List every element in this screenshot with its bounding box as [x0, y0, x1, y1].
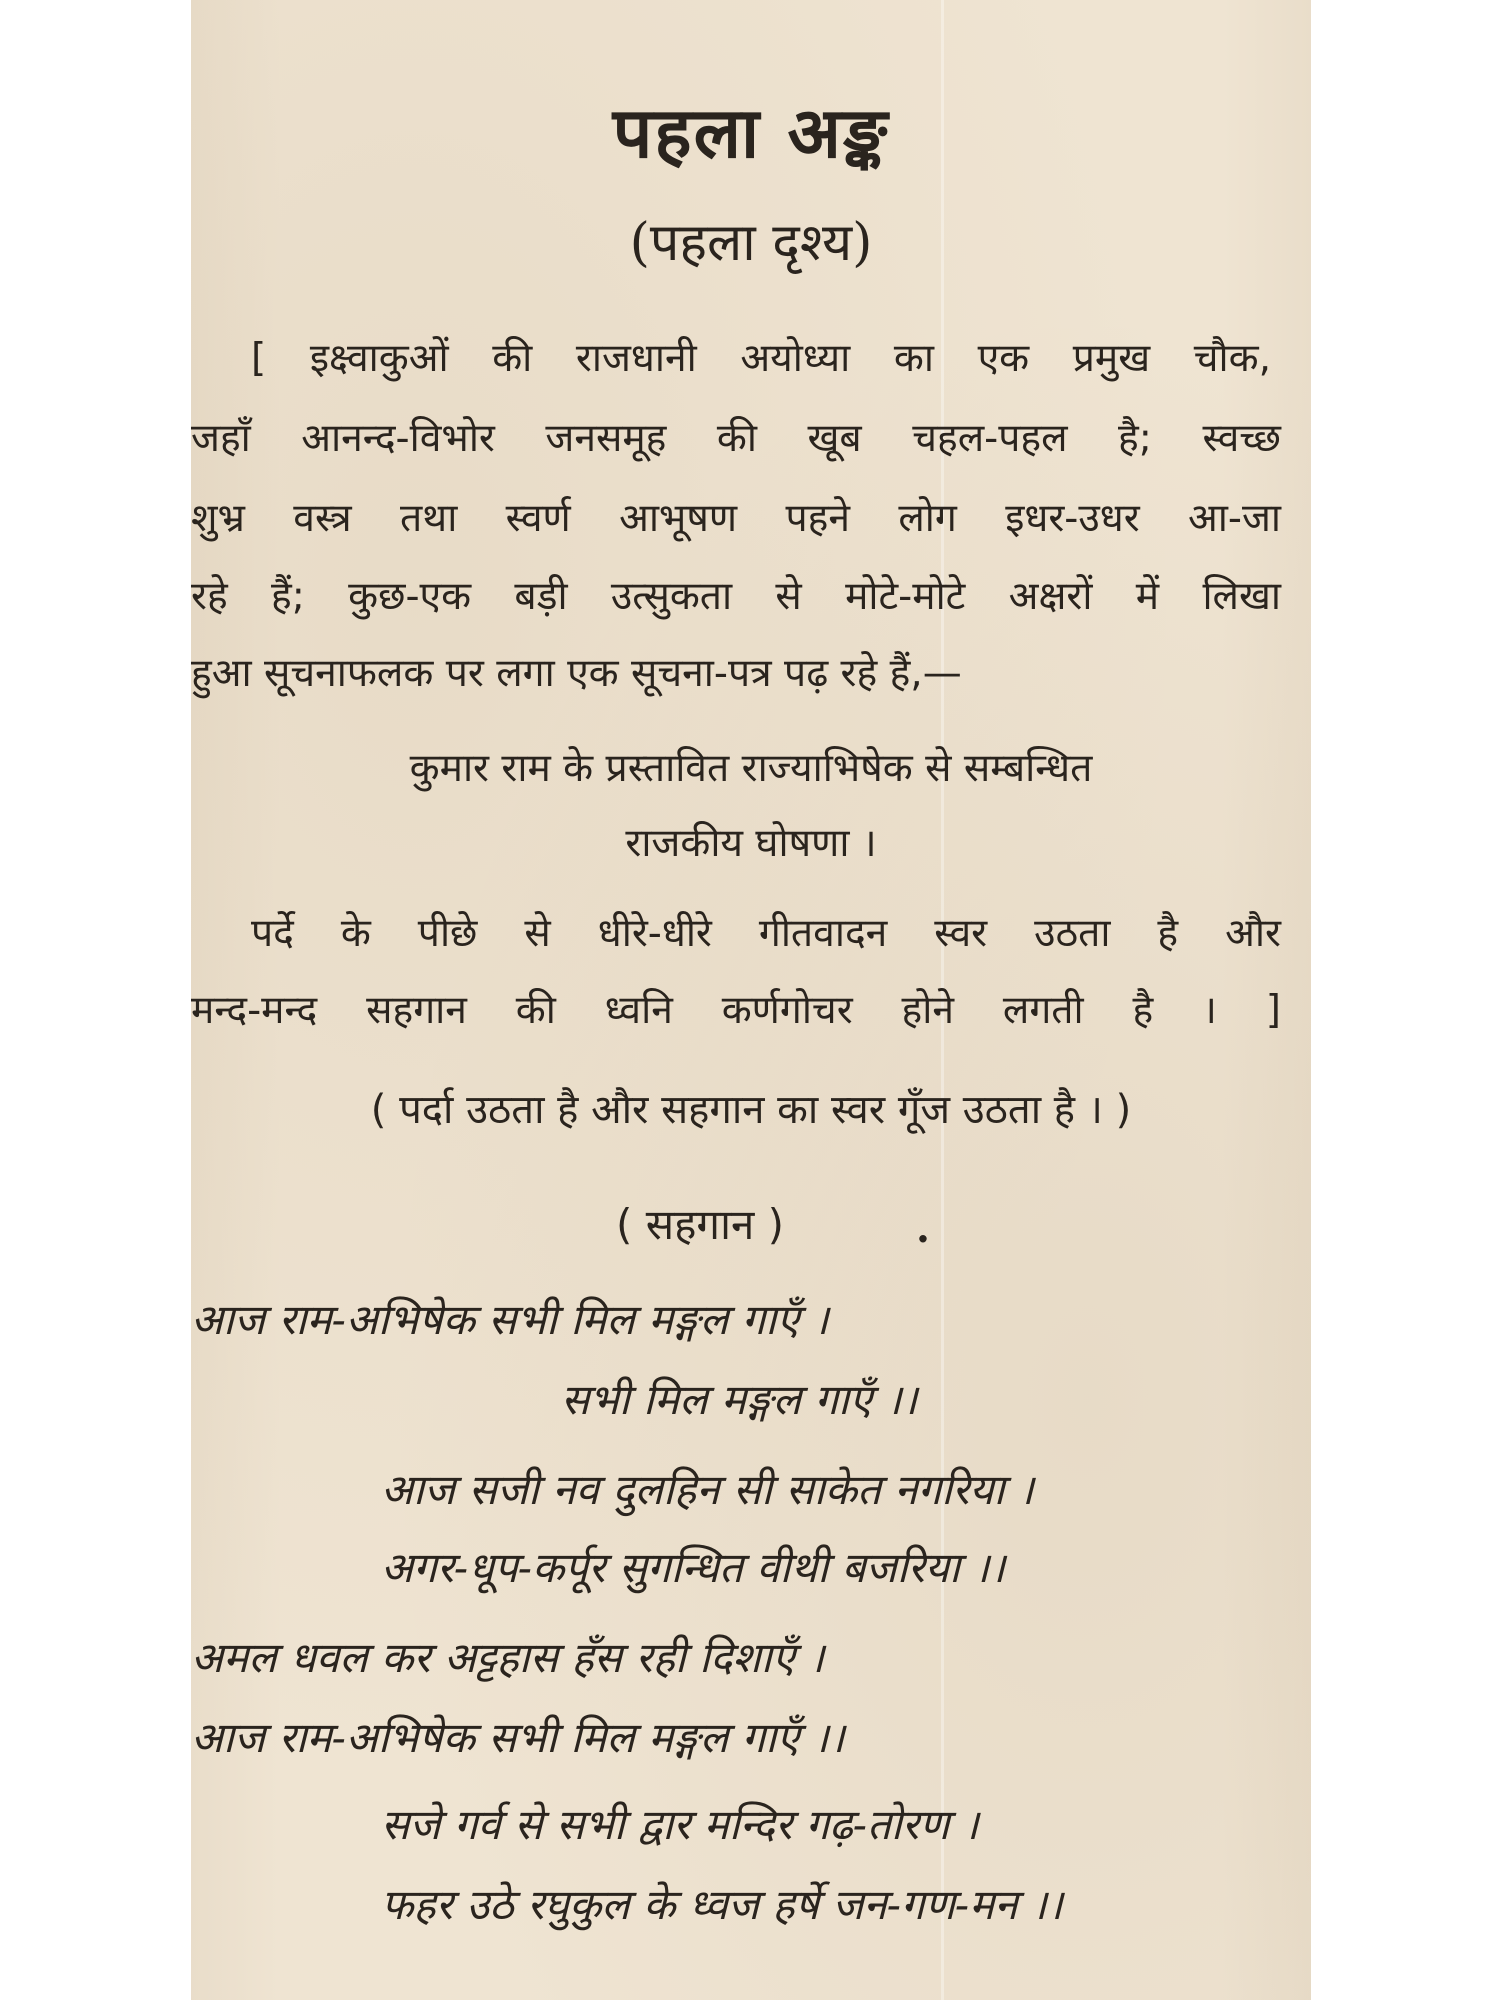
- stage-direction-line: शुभ्र वस्त्र तथा स्वर्ण आभूषण पहने लोग इधर-उधर आ-जा: [191, 496, 1281, 541]
- song-line: अमल धवल कर अट्टहास हँस रही दिशाएँ ।: [191, 1633, 825, 1682]
- scanned-page: [191, 0, 1311, 2000]
- stage-direction-line: रहे हैं; कुछ-एक बड़ी उत्सुकता से मोटे-मोटे अक्षरों में लिखा: [191, 574, 1281, 619]
- song-line: आज राम-अभिषेक सभी मिल मङ्गल गाएँ ।।: [191, 1713, 845, 1762]
- song-line: आज सजी नव दुलहिन सी साकेत नगरिया ।: [381, 1465, 1034, 1514]
- song-line: आज राम-अभिषेक सभी मिल मङ्गल गाएँ ।: [191, 1295, 829, 1344]
- song-line: सभी मिल मङ्गल गाएँ ।।: [561, 1375, 918, 1424]
- song-line: सजे गर्व से सभी द्वार मन्दिर गढ़-तोरण ।: [381, 1800, 979, 1849]
- chorus-label: ( सहगान ): [616, 1200, 785, 1249]
- act-title: पहला अङ्क: [612, 91, 890, 174]
- notice-line: राजकीय घोषणा ।: [625, 821, 877, 866]
- music-direction-line: मन्द-मन्द सहगान की ध्वनि कर्णगोचर होने लगती है । ]: [191, 988, 1281, 1033]
- music-direction-line: पर्दे के पीछे से धीरे-धीरे गीतवादन स्वर उठता है और: [251, 911, 1281, 956]
- notice-line: कुमार राम के प्रस्तावित राज्याभिषेक से सम्बन्धित: [409, 746, 1093, 791]
- stage-direction-line: [ इक्ष्वाकुओं की राजधानी अयोध्या का एक प्रमुख चौक,: [251, 336, 1271, 381]
- stage-direction-line: हुआ सूचनाफलक पर लगा एक सूचना-पत्र पढ़ रहे हैं,—: [191, 651, 962, 696]
- song-line: फहर उठे रघुकुल के ध्वज हर्षे जन-गण-मन ।।: [381, 1880, 1063, 1929]
- stray-dot-mark: .: [916, 1205, 930, 1252]
- stage-direction-line: जहाँ आनन्द-विभोर जनसमूह की खूब चहल-पहल है; स्वच्छ: [191, 416, 1281, 461]
- song-line: अगर-धूप-कर्पूर सुगन्धित वीथी बजरिया ।।: [381, 1543, 1006, 1592]
- curtain-direction: ( पर्दा उठता है और सहगान का स्वर गूँज उठता है । ): [370, 1087, 1132, 1133]
- scene-subtitle: (पहला दृश्य): [629, 213, 873, 273]
